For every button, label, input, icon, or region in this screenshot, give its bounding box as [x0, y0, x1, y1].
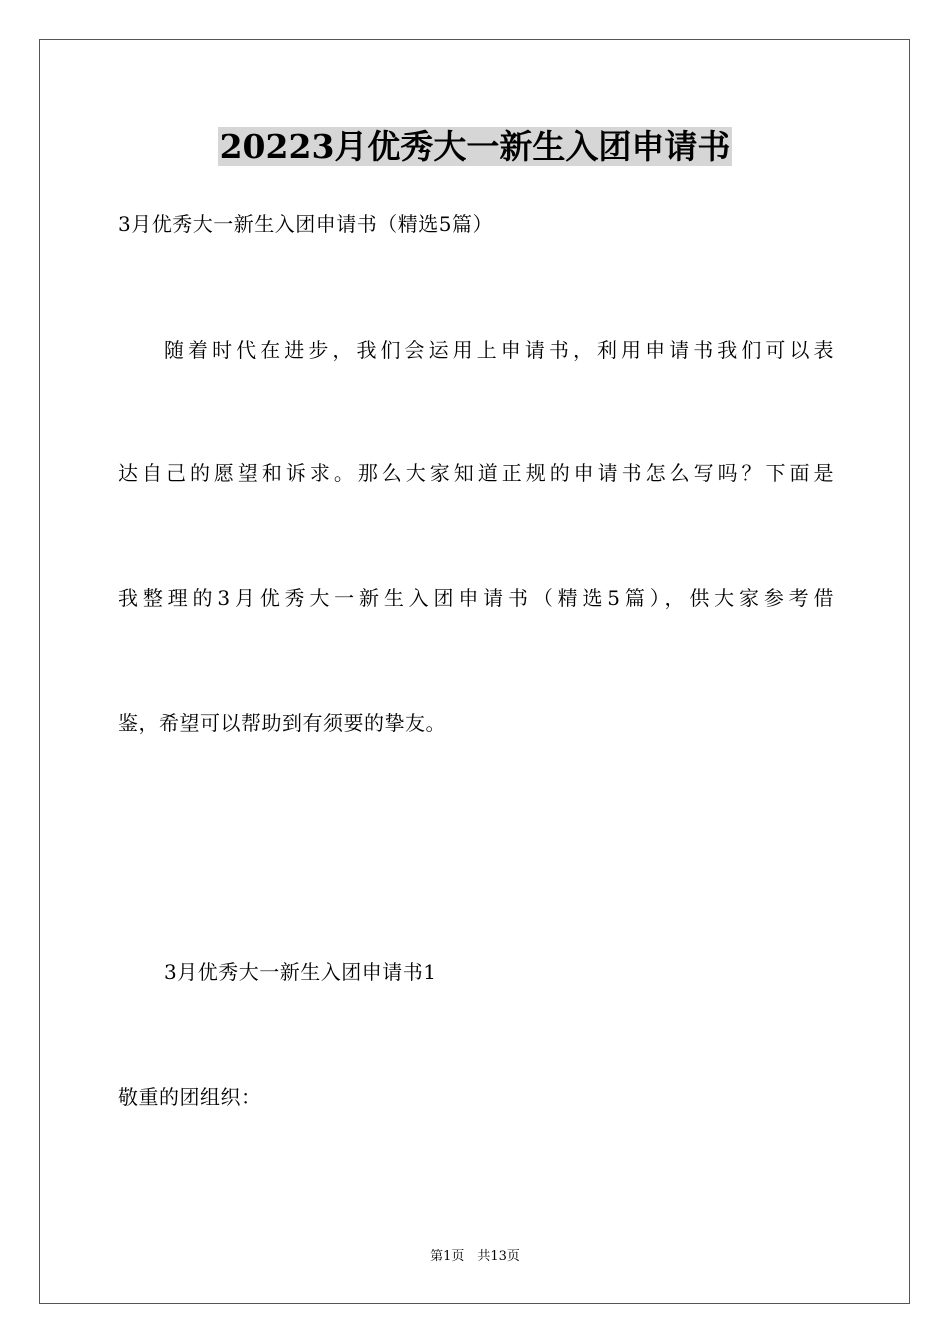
intro-line-3: 我整理的3月优秀大一新生入团申请书（精选5篇），供大家参考借 — [118, 586, 834, 610]
document-subtitle: 3月优秀大一新生入团申请书（精选5篇） — [118, 212, 493, 236]
document-title-text: 20223月优秀大一新生入团申请书 — [219, 127, 731, 166]
intro-line-4: 鉴，希望可以帮助到有须要的挚友。 — [118, 711, 446, 735]
intro-line-2: 达自己的愿望和诉求。那么大家知道正规的申请书怎么写吗？下面是 — [118, 461, 834, 485]
intro-line-1: 随着时代在进步，我们会运用上申请书，利用申请书我们可以表 — [164, 338, 834, 362]
document-title — [0, 127, 950, 167]
section-heading: 3月优秀大一新生入团申请书1 — [164, 960, 437, 984]
salutation: 敬重的团组织： — [118, 1085, 262, 1109]
page-footer: 第1页 共13页 — [430, 1249, 520, 1264]
